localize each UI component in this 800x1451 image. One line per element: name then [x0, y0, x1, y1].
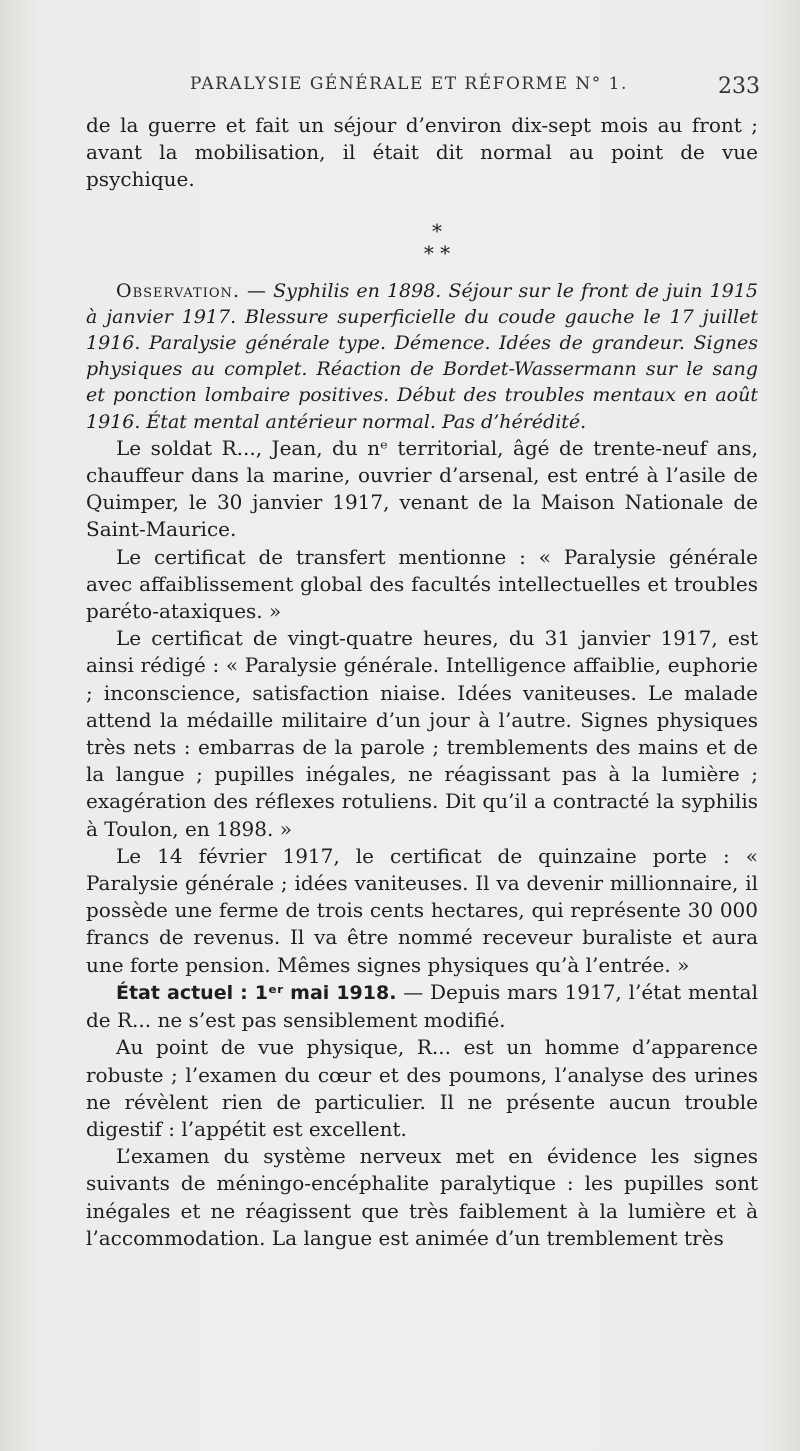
observation-summary [86, 278, 758, 435]
nerveux-paragraph: L’examen du système nerveux met en évidence les signes suivants de méningo-encéphalite paralytique : les pupilles sont inégales et ne réagissent que très faiblement à la lumière et à l’accommodation. La langue est animée d’un tremblement très [86, 1144, 758, 1250]
etat-actuel-paragraph [86, 979, 758, 1034]
observation-text: Syphilis en 1898. Séjour sur le front de juin 1915 à janvier 1917. Blessure superficielle du coude gauche le 17 juillet 1916. Paralysie générale type. Démence. Idées de grandeur. Signes physiques au complet. Réaction de Bordet-Wassermann sur le sang et ponction lombaire positives. Début des troubles mentaux en août 1916. État mental antérieur normal. Pas d’hérédité. [86, 279, 758, 433]
etat-actuel-label: État actuel : 1ᵉʳ mai 1918. [116, 981, 397, 1004]
page-number: 233 [718, 74, 760, 99]
asterism-bottom: * * [423, 240, 451, 265]
page-body [86, 112, 758, 1252]
page-header [190, 74, 760, 104]
physique-paragraph: Au point de vue physique, R... est un homme d’apparence robuste ; l’examen du cœur et des poumons, l’analyse des urines ne révèlent rien de particulier. Il ne présente aucun trouble digestif : l’appétit est excellent. [86, 1035, 758, 1141]
asterism-top: * [432, 218, 442, 243]
intro-paragraph: de la guerre et fait un séjour d’environ dix-sept mois au front ; avant la mobilisation, il était dit normal au point de vue psychique. [86, 113, 758, 192]
soldat-paragraph: Le soldat R..., Jean, du nᵉ territorial, âgé de trente-neuf ans, chauffeur dans la marine, ouvrier d’arsenal, est entré à l’asile de Quimper, le 30 janvier 1917, venant de la Maison Nationale de Saint-Maurice. [86, 435, 758, 542]
asterism-divider [86, 194, 758, 264]
certificat-quinzaine-paragraph: Le 14 février 1917, le certificat de quinzaine porte : « Paralysie générale ; idées vaniteuses. Il va devenir millionnaire, il possède une ferme de trois cents hectares, qui représente 30 000 francs de revenus. Il va être nommé receveur buraliste et aura une forte pension. Mêmes signes physiques qu’à l’entrée. » [86, 843, 758, 977]
certificat-24h-paragraph: Le certificat de vingt-quatre heures, du 31 janvier 1917, est ainsi rédigé : « Paralysie générale. Intelligence affaiblie, euphorie ; inconscience, satisfaction niaise. Idées vaniteuses. Le malade attend la médaille militaire d’un jour à l’autre. Signes physiques très nets : embarras de la parole ; tremblements des mains et de la langue ; pupilles inégales, ne réagissant pas à la lumière ; exagération des réflexes rotuliens. Dit qu’il a contracté la syphilis à Toulon, en 1898. » [86, 626, 758, 841]
etat-actuel-text: — Depuis mars 1917, l’état mental de R... ne s’est pas sensiblement modifié. [86, 979, 758, 1033]
running-title: PARALYSIE GÉNÉRALE ET RÉFORME N° 1. [190, 74, 628, 94]
observation-dash: — [239, 279, 274, 302]
certificat-transfert-paragraph: Le certificat de transfert mentionne : « Paralysie générale avec affaiblissement global des facultés intellectuelles et troubles paréto-ataxiques. » [86, 544, 758, 624]
observation-label: Observation. [116, 279, 240, 302]
